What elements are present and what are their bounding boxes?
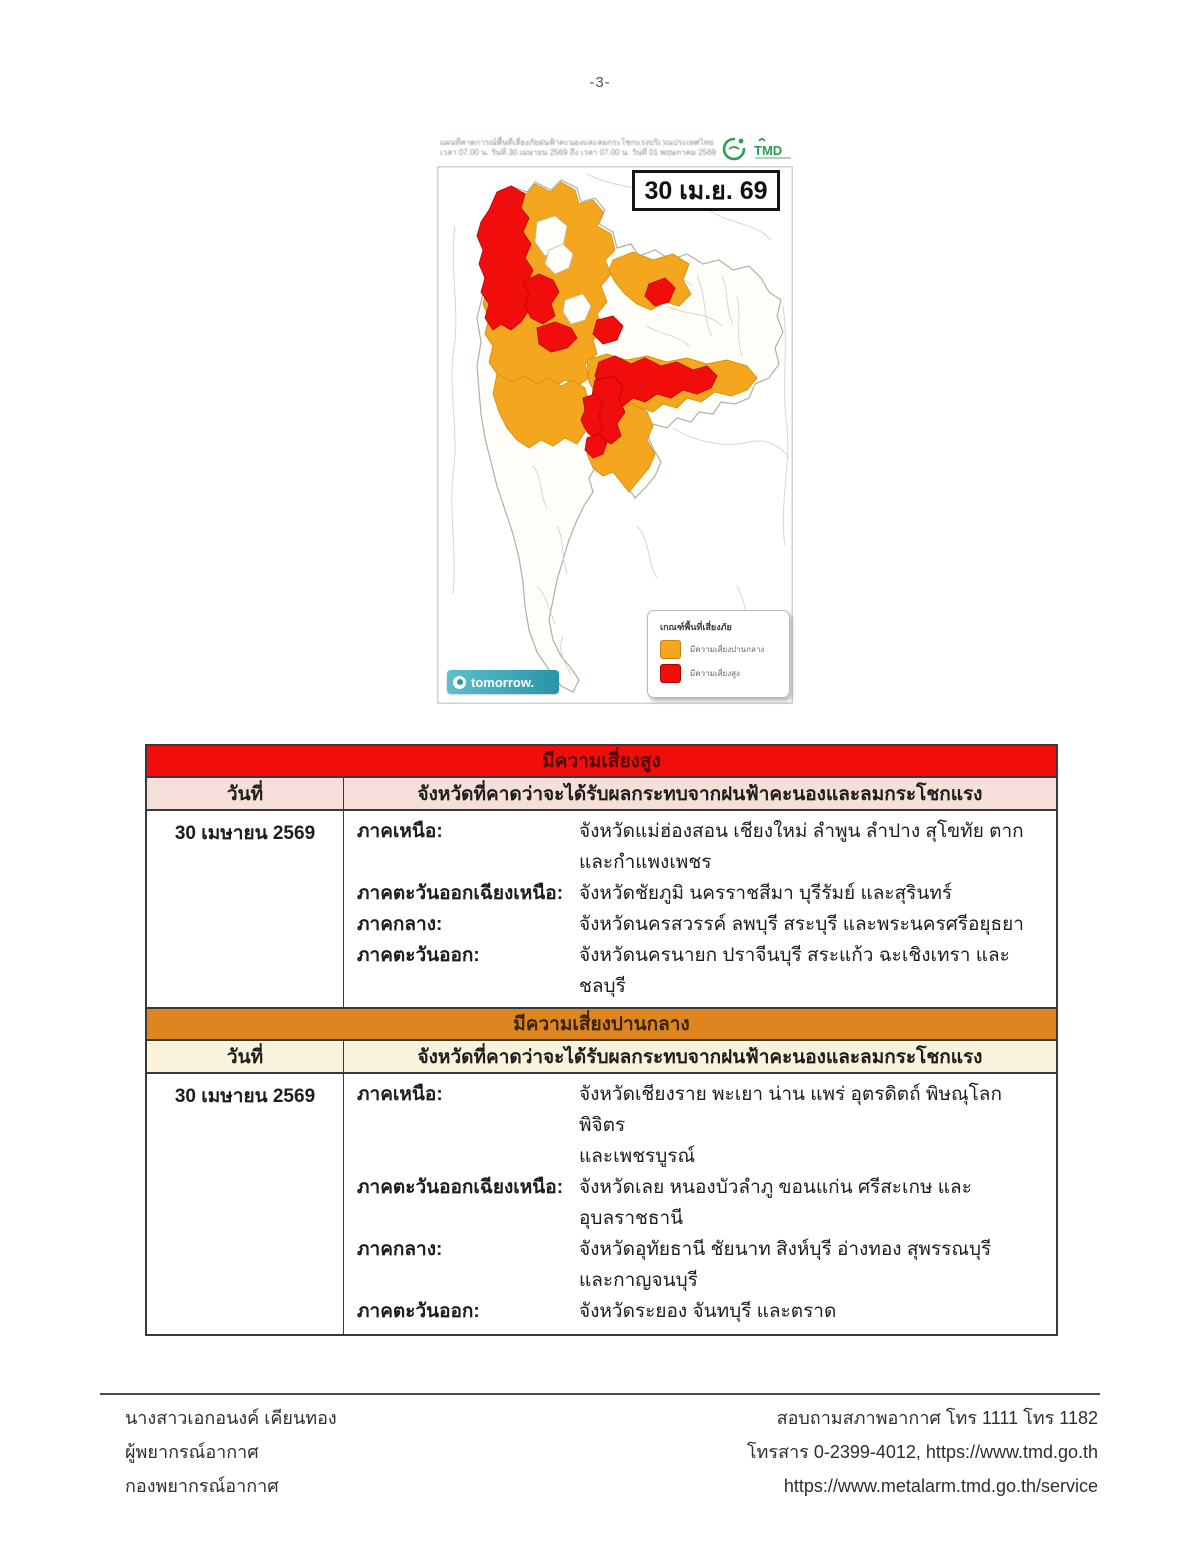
footer-author-block — [125, 1401, 337, 1503]
table-row — [357, 1079, 1050, 1172]
table-row — [357, 816, 1050, 878]
province-list — [579, 878, 1050, 909]
region-label: ภาคตะวันออก: — [357, 1301, 480, 1322]
province-line: จังหวัดเชียงราย พะเยา น่าน แพร่ อุตรดิตถ์ พิษณุโลก พิจิตร — [579, 1084, 1002, 1136]
svg-text:TMD: TMD — [754, 143, 783, 158]
moderate-risk-table-title: มีความเสี่ยงปานกลาง — [145, 1007, 1058, 1041]
region-label: ภาคกลาง: — [357, 914, 443, 935]
province-line: จังหวัดนครนายก ปราจีนบุรี สระแก้ว ฉะเชิงเทรา และชลบุรี — [579, 945, 1010, 997]
province-list — [579, 909, 1050, 940]
province-line: และเพชรบูรณ์ — [579, 1146, 696, 1167]
table-row — [357, 1296, 1050, 1327]
date-cell: 30 เมษายน 2569 — [147, 1074, 344, 1334]
high-risk-table-subheader — [145, 778, 1058, 811]
map-legend — [647, 610, 790, 698]
map-title — [440, 138, 732, 158]
region-label: ภาคกลาง: — [357, 1239, 443, 1260]
moderate-risk-table-body — [145, 1074, 1058, 1336]
column-header-date: วันที่ — [147, 1041, 344, 1072]
high-risk-table-title: มีความเสี่ยงสูง — [145, 744, 1058, 778]
table-row — [357, 1172, 1050, 1234]
tmd-text-logo-icon — [753, 137, 793, 161]
province-list — [579, 1172, 1050, 1234]
province-line: และกาญจนบุรี — [579, 1270, 698, 1291]
province-line: จังหวัดอุทัยธานี ชัยนาท สิงห์บุรี อ่างทอง สุพรรณบุรี — [579, 1239, 992, 1260]
forecaster-title: ผู้พยากรณ์อากาศ — [125, 1442, 259, 1462]
region-label: ภาคตะวันออกเฉียงเหนือ: — [357, 1177, 564, 1198]
map-date-box: 30 เม.ย. 69 — [632, 170, 780, 211]
province-list — [579, 816, 1050, 878]
moderate-risk-swatch — [660, 640, 681, 659]
metalarm-url: https://www.metalarm.tmd.go.th/service — [783, 1476, 1098, 1496]
tmd-logos — [721, 136, 793, 162]
forecaster-name: นางสาวเอกอนงค์ เคียนทอง — [125, 1408, 337, 1428]
province-line: จังหวัดชัยภูมิ นครราชสีมา บุรีรัมย์ และสุรินทร์ — [579, 883, 953, 904]
province-list — [579, 1234, 1050, 1296]
region-label: ภาคตะวันออก: — [357, 945, 480, 966]
high-risk-table-body — [145, 811, 1058, 1011]
province-list — [579, 1079, 1050, 1172]
table-row — [357, 878, 1050, 909]
province-rows — [344, 1074, 1056, 1334]
weather-hotline: สอบถามสภาพอากาศ โทร 1111 โทร 1182 — [776, 1408, 1098, 1428]
table-row — [357, 940, 1050, 1002]
province-list — [579, 1296, 1050, 1327]
tomorrow-watermark-badge — [447, 670, 559, 694]
legend-title: เกณฑ์พื้นที่เสี่ยงภัย — [660, 622, 732, 632]
high-risk-swatch — [660, 664, 681, 683]
footer-contact-block — [747, 1401, 1098, 1503]
region-label: ภาคเหนือ: — [357, 1084, 443, 1105]
province-line: จังหวัดนครสวรรค์ ลพบุรี สระบุรี และพระนครศรีอยุธยา — [579, 914, 1024, 935]
thailand-risk-map-panel — [437, 136, 793, 706]
table-row — [357, 909, 1050, 940]
high-risk-table — [145, 744, 1058, 1011]
footer-divider — [100, 1393, 1100, 1395]
table-row — [357, 1234, 1050, 1296]
province-line: จังหวัดระยอง จันทบุรี และตราด — [579, 1301, 837, 1322]
region-label: ภาคตะวันออกเฉียงเหนือ: — [357, 883, 564, 904]
province-list — [579, 940, 1050, 1002]
moderate-risk-table — [145, 1007, 1058, 1336]
tmd-swirl-logo-icon — [721, 136, 747, 162]
tomorrow-label: tomorrow. — [471, 674, 535, 690]
page-number: -3- — [589, 74, 611, 91]
forecast-division: กองพยากรณ์อากาศ — [125, 1476, 279, 1496]
column-header-provinces: จังหวัดที่คาดว่าจะได้รับผลกระทบจากฝนฟ้าคะนองและลมกระโชกแรง — [417, 783, 983, 805]
map-title-line1: แผนที่คาดการณ์พื้นที่เสี่ยงภัยฝนฟ้าคะนองและลมกระโชกแรงบริเวณประเทศไทย — [440, 138, 714, 147]
legend-label-moderate: มีความเสี่ยงปานกลาง — [690, 645, 765, 654]
column-header-date: วันที่ — [147, 778, 344, 809]
province-line: จังหวัดแม่ฮ่องสอน เชียงใหม่ ลำพูน ลำปาง สุโขทัย ตาก — [579, 821, 1024, 842]
moderate-risk-table-subheader — [145, 1041, 1058, 1074]
legend-item-high — [660, 664, 779, 683]
province-line: และกำแพงเพชร — [579, 852, 712, 873]
province-line: จังหวัดเลย หนองบัวลำภู ขอนแก่น ศรีสะเกษ และอุบลราชธานี — [579, 1177, 972, 1229]
column-header-provinces: จังหวัดที่คาดว่าจะได้รับผลกระทบจากฝนฟ้าคะนองและลมกระโชกแรง — [417, 1046, 983, 1068]
legend-item-moderate — [660, 640, 779, 659]
region-label: ภาคเหนือ: — [357, 821, 443, 842]
date-cell: 30 เมษายน 2569 — [147, 811, 344, 1009]
fax-and-website: โทรสาร 0-2399-4012, https://www.tmd.go.th — [746, 1442, 1098, 1462]
tomorrow-logo-icon — [453, 676, 466, 689]
legend-label-high: มีความเสี่ยงสูง — [690, 669, 740, 678]
map-title-line2: เวลา 07.00 น. วันที่ 30 เมษายน 2569 ถึง เวลา 07.00 น. วันที่ 01 พฤษภาคม 2569 — [440, 148, 717, 157]
province-rows — [344, 811, 1056, 1009]
